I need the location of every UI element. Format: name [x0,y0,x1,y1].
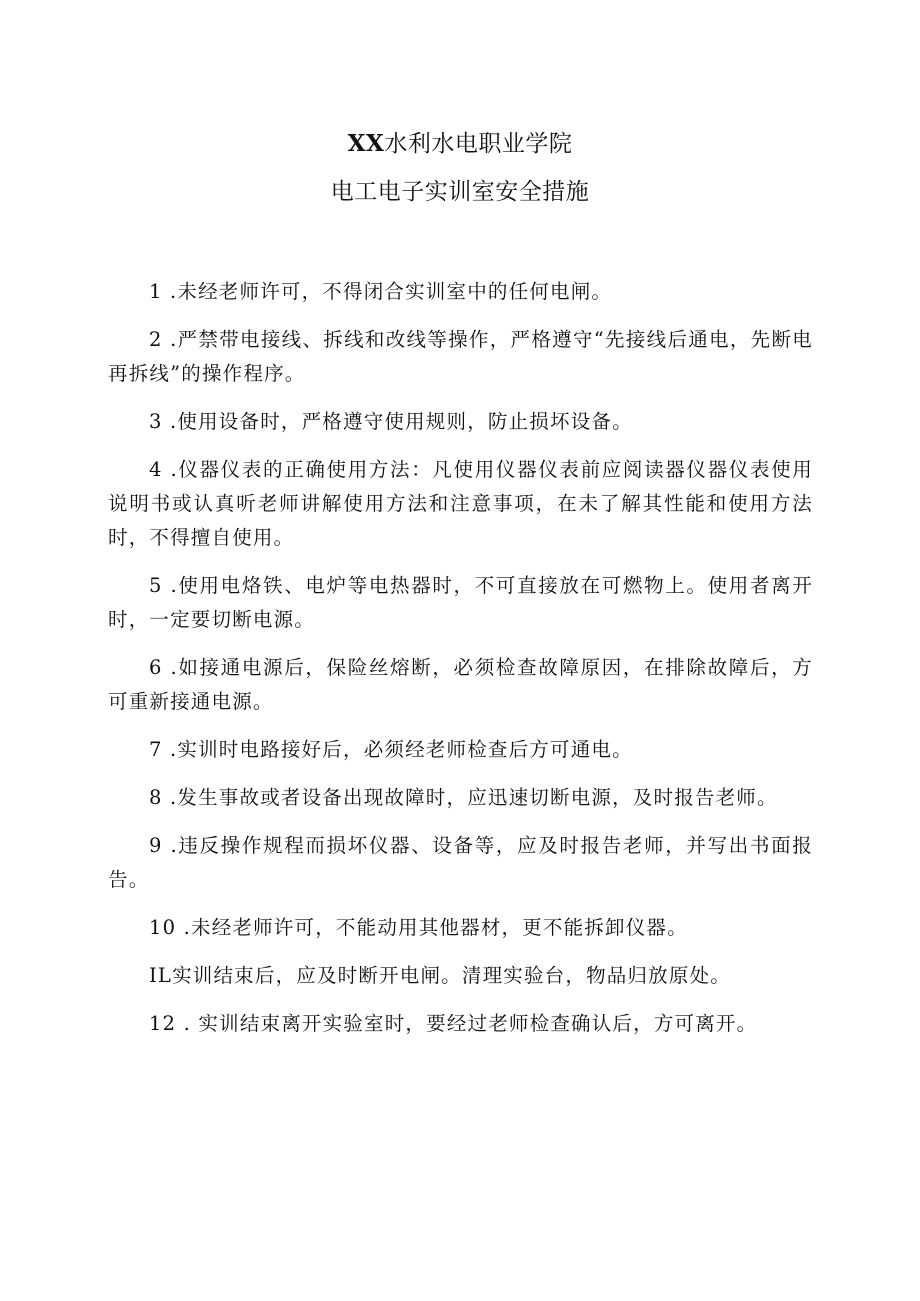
rule-number: 12 [149,1012,177,1035]
rule-number: 5 [149,574,163,597]
rule-number: 8 [149,786,163,809]
rule-item [108,405,813,439]
rule-number: 3 [149,410,163,433]
title-block [0,126,920,210]
rule-text: .实训时电路接好后，必须经老师检查后方可通电。 [162,738,633,761]
rule-text: .未经老师许可，不能动用其他器材，更不能拆卸仪器。 [176,916,688,939]
rule-number: 4 [149,458,163,481]
rule-number: 7 [149,738,163,761]
rule-text: . 实训结束离开实验室时，要经过老师检查确认后，方可离开。 [176,1012,758,1035]
rule-item [108,453,813,555]
rule-item [108,911,813,945]
rule-item [108,275,813,309]
title-main: 水利水电职业学院 [384,131,573,157]
rule-number: 1 [149,280,163,303]
rule-number: 9 [149,834,163,857]
rule-item [108,569,813,637]
rule-number: 6 [149,656,163,679]
rule-item [108,959,813,993]
rule-number: IL [149,964,173,987]
rule-text: .使用设备时，严格遵守使用规则，防止损坏设备。 [162,410,633,433]
rule-text: .未经老师许可，不得闭合实训室中的任何电闸。 [162,280,613,303]
rule-text: .如接通电源后，保险丝熔断，必须检查故障原因，在排除故障后，方可重新接通电源。 [108,656,813,713]
rule-text: 实训结束后，应及时断开电闸。清理实验台，物品归放原处。 [172,964,731,987]
rule-text: .仪器仪表的正确使用方法：凡使用仪器仪表前应阅读器仪器仪表使用说明书或认真听老师讲解使用方法和注意事项，在未了解其性能和使用方法时，不得擅自使用。 [108,458,813,549]
rules-list [108,275,813,1055]
rule-item [108,781,813,815]
title-prefix: XX [347,130,385,157]
rule-item [108,323,813,391]
rule-text: .严禁带电接线、拆线和改线等操作，严格遵守“先接线后通电，先断电再拆线”的操作程序。 [108,328,813,385]
rule-item [108,829,813,897]
rule-text: .发生事故或者设备出现故障时，应迅速切断电源，及时报告老师。 [162,786,778,809]
rule-item [108,733,813,767]
rule-item [108,651,813,719]
rule-number: 2 [149,328,163,351]
document-title [0,126,920,162]
rule-text: .使用电烙铁、电炉等电热器时，不可直接放在可燃物上。使用者离开时，一定要切断电源。 [108,574,813,631]
rule-number: 10 [149,916,177,939]
document-subtitle: 电工电子实训室安全措施 [330,179,590,205]
rule-item [108,1007,813,1041]
rule-text: .违反操作规程而损坏仪器、设备等，应及时报告老师，并写出书面报告。 [108,834,813,891]
